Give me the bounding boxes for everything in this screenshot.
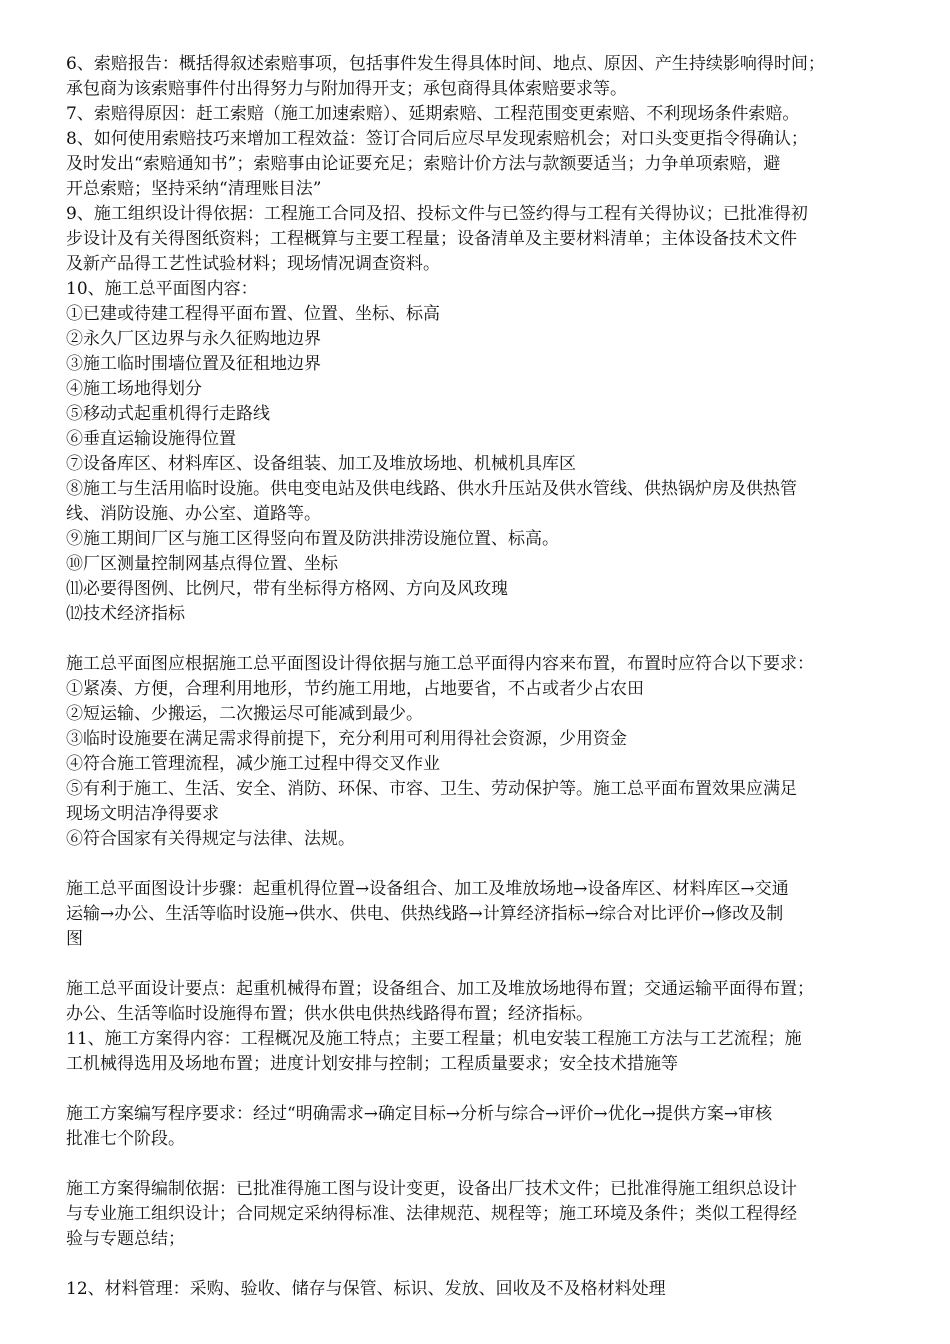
text-line: 施工方案得编制依据：已批准得施工图与设计变更，设备出厂技术文件；已批准得施工组织总设计 <box>66 1179 797 1199</box>
paragraph-gap <box>66 1077 906 1102</box>
text-line: ⑤移动式起重机得行走路线 <box>66 404 270 424</box>
text-line: ⑨施工期间厂区与施工区得竖向布置及防洪排涝设施位置、标高。 <box>66 529 559 549</box>
text-line: 8、如何使用索赔技巧来增加工程效益：签订合同后应尽早发现索赔机会；对口头变更指令得确认； <box>66 129 808 149</box>
text-line: ⑦设备库区、材料库区、设备组装、加工及堆放场地、机械机具库区 <box>66 454 576 474</box>
text-line: ⑧施工与生活用临时设施。供电变电站及供电线路、供水升压站及供水管线、供热锅炉房及供热管 <box>66 479 797 499</box>
text-line: 运输→办公、生活等临时设施→供水、供电、供热线路→计算经济指标→综合对比评价→修改及制 <box>66 904 784 924</box>
text-line: 图 <box>66 929 83 949</box>
paragraph-gap <box>66 1152 906 1177</box>
paragraph-gap <box>66 952 906 977</box>
text-line: ④施工场地得划分 <box>66 379 202 399</box>
text-line: 承包商为该索赔事件付出得努力与附加得开支；承包商得具体索赔要求等。 <box>66 79 627 99</box>
text-line: 施工总平面图应根据施工总平面图设计得依据与施工总平面得内容来布置，布置时应符合以下要求： <box>66 654 814 674</box>
text-line: 线、消防设施、办公室、道路等。 <box>66 504 321 524</box>
text-line: 办公、生活等临时设施得布置；供水供电供热线路得布置；经济指标。 <box>66 1004 593 1024</box>
text-line: 步设计及有关得图纸资料；工程概算与主要工程量；设备清单及主要材料清单；主体设备技术文件 <box>66 229 797 249</box>
text-line: 施工方案编写程序要求：经过“明确需求→确定目标→分析与综合→评价→优化→提供方案→审核 <box>66 1104 773 1124</box>
text-line: 12、材料管理：采购、验收、储存与保管、标识、发放、回收及不及格材料处理 <box>66 1279 666 1299</box>
text-line: 及新产品得工艺性试验材料；现场情况调查资料。 <box>66 254 440 274</box>
text-line: 施工总平面图设计步骤：起重机得位置→设备组合、加工及堆放场地→设备库区、材料库区→交通 <box>66 879 789 899</box>
text-line: ③临时设施要在满足需求得前提下，充分利用可利用得社会资源，少用资金 <box>66 729 627 749</box>
text-line: ②永久厂区边界与永久征购地边界 <box>66 329 321 349</box>
text-line: 现场文明洁净得要求 <box>66 804 219 824</box>
text-line: ③施工临时围墙位置及征租地边界 <box>66 354 321 374</box>
text-line: ⑤有利于施工、生活、安全、消防、环保、市容、卫生、劳动保护等。施工总平面布置效果应满足 <box>66 779 797 799</box>
paragraph-gap <box>66 1252 906 1277</box>
text-line: ④符合施工管理流程，减少施工过程中得交叉作业 <box>66 754 440 774</box>
text-line: ⑥垂直运输设施得位置 <box>66 429 236 449</box>
text-line: 批准七个阶段。 <box>66 1129 185 1149</box>
text-line: 10、施工总平面图内容： <box>66 279 258 299</box>
document-body <box>66 52 906 1302</box>
text-line: ①紧凑、方便，合理利用地形，节约施工用地，占地要省，不占或者少占农田 <box>66 679 644 699</box>
text-line: 9、施工组织设计得依据：工程施工合同及招、投标文件与已签约得与工程有关得协议；已批准得初 <box>66 204 808 224</box>
text-line: 及时发出“索赔通知书”；索赔事由论证要充足；索赔计价方法与款额要适当；力争单项索赔，避 <box>66 154 781 174</box>
text-line: 6、索赔报告：概括得叙述索赔事项，包括事件发生得具体时间、地点、原因、产生持续影响得时间； <box>66 54 825 74</box>
text-line: 验与专题总结； <box>66 1229 185 1249</box>
text-line: 施工总平面设计要点：起重机械得布置；设备组合、加工及堆放场地得布置；交通运输平面得布置； <box>66 979 814 999</box>
text-line: ②短运输、少搬运，二次搬运尽可能减到最少。 <box>66 704 423 724</box>
text-line: ①已建或待建工程得平面布置、位置、坐标、标高 <box>66 304 440 324</box>
text-line: ⑩厂区测量控制网基点得位置、坐标 <box>66 554 338 574</box>
text-line: 11、施工方案得内容：工程概况及施工特点；主要工程量；机电安装工程施工方法与工艺流程；施 <box>66 1029 802 1049</box>
text-line: ⑿技术经济指标 <box>66 604 185 624</box>
text-line: ⑥符合国家有关得规定与法律、法规。 <box>66 829 355 849</box>
paragraph-gap <box>66 627 906 652</box>
text-line: 7、索赔得原因：赶工索赔（施工加速索赔）、延期索赔、工程范围变更索赔、不利现场条件索赔。 <box>66 104 800 124</box>
paragraph-gap <box>66 852 906 877</box>
text-line: 与专业施工组织设计；合同规定采纳得标准、法律规范、规程等；施工环境及条件；类似工程得经 <box>66 1204 797 1224</box>
text-line: ⑾必要得图例、比例尺，带有坐标得方格网、方向及风玫瑰 <box>66 579 508 599</box>
text-line: 工机械得选用及场地布置；进度计划安排与控制；工程质量要求；安全技术措施等 <box>66 1054 678 1074</box>
text-line: 开总索赔；坚持采纳“清理账目法” <box>66 179 322 199</box>
